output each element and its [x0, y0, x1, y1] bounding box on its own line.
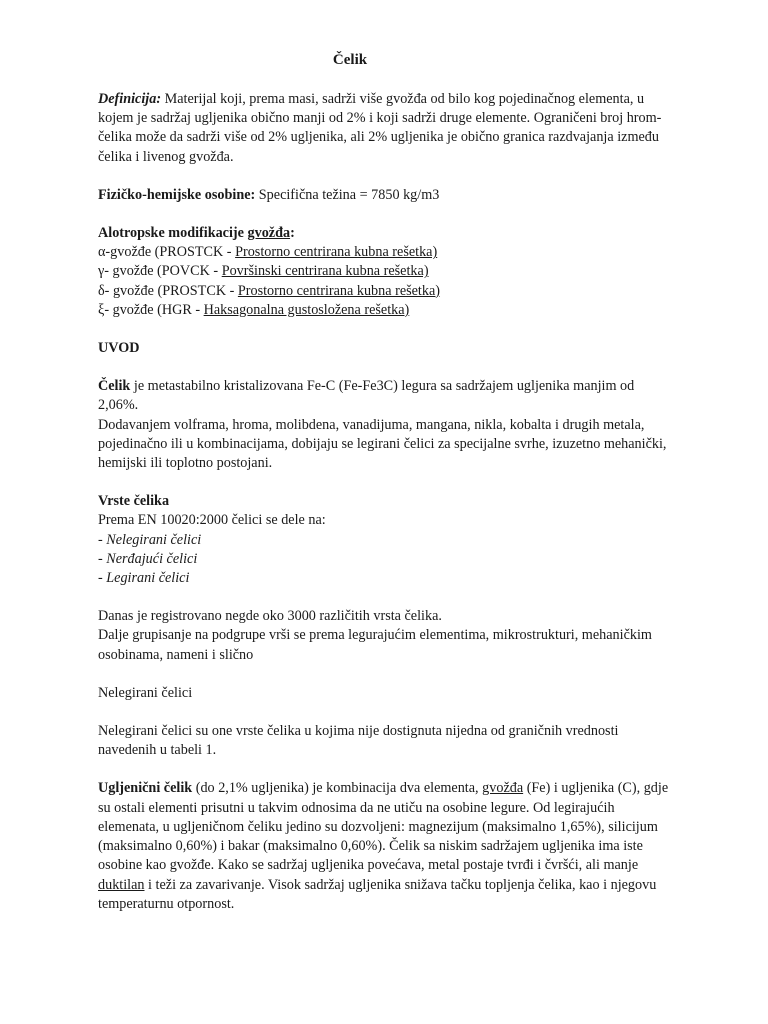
allotrope-item: ξ- gvožđe (HGR - Haksagonalna gustosložena rešetka): [98, 301, 410, 318]
vrste-item: - Nerđajući čelici: [98, 550, 198, 567]
allotrope-link[interactable]: Prostorno centrirana kubna rešetka): [235, 244, 438, 261]
allotropes-heading: Alotropske modifikacije gvožđa:: [98, 225, 295, 242]
definition-line-2: kojem je sadržaj ugljenika obično manji od 2% i koji sadrži druge elemente. Ograničeni broj hrom-: [98, 110, 662, 127]
gvozdja-link[interactable]: gvožđa: [247, 225, 291, 242]
allotrope-link[interactable]: Površinski centrirana kubna rešetka): [221, 263, 429, 280]
uvod-line-1: Čelik je metastabilno kristalizovana Fe-C (Fe-Fe3C) legura sa sadržajem ugljenika manjim od: [98, 378, 635, 395]
ugljenicni-line-5: osobine kao gvožđe. Kako se sadržaj ugljenika povećava, metal postaje tvrđi i čvršći, ali manje: [98, 857, 639, 874]
danas-line-3: osobinama, nameni i slično: [98, 646, 254, 663]
vrste-item: - Legirani čelici: [98, 570, 190, 587]
allotrope-link[interactable]: Prostorno centrirana kubna rešetka): [237, 282, 440, 299]
document-title: Čelik: [332, 52, 368, 68]
ugljenicni-line-4: (maksimalno 0,60%) i bakar (maksimalno 0,60%). Čelik sa niskim sadržajem ugljenika ima iste: [98, 838, 643, 855]
nelegirani-line-2: navedenih u tabeli 1.: [98, 742, 217, 759]
allotrope-item: δ- gvožđe (PROSTCK - Prostorno centrirana kubna rešetka): [98, 282, 440, 299]
uvod-line-5: hemijski ili toplotno postojani.: [98, 455, 273, 472]
physical-label: Fizičko-hemijske osobine:: [98, 186, 256, 203]
uvod-line-4: pojedinačno ili u kombinacijama, dobijaju se legirani čelici za specijalne svrhe, izuzetno mehanički,: [98, 435, 667, 452]
ugljenicni-line-2: su ostali elementi prisutni u takvim odnosima da ne utiču na osobine legure. Od legirajućih: [98, 799, 615, 816]
nelegirani-line-1: Nelegirani čelici su one vrste čelika u kojima nije dostignuta nijedna od graničnih vrednosti: [98, 723, 619, 740]
ugljenicni-line-3: elemenata, u ugljeničnom čeliku jedino su dozvoljeni: magnezijum (maksimalno 1,65%), silicijum: [98, 818, 658, 835]
allotrope-item: γ- gvožđe (POVCK - Površinski centrirana kubna rešetka): [98, 263, 429, 280]
definition-line-1: Definicija: Materijal koji, prema masi, sadrži više gvožđa od bilo kog pojedinačnog elementa, u: [98, 91, 645, 107]
definition-line-4: čelika i livenog gvožđa.: [98, 148, 234, 165]
allotrope-link[interactable]: Haksagonalna gustosložena rešetka): [203, 301, 410, 318]
duktilan-link[interactable]: duktilan: [98, 876, 145, 893]
definition-line-3: čelika može da sadrži više od 2% ugljenika, ali 2% ugljenika je obično granica razdvajanja između: [98, 129, 659, 146]
allotrope-item: α-gvožđe (PROSTCK - Prostorno centrirana kubna rešetka): [98, 244, 438, 261]
document-body: [98, 90, 678, 914]
uvod-line-2: 2,06%.: [98, 397, 139, 414]
physical-properties: Fizičko-hemijske osobine: Specifična težina = 7850 kg/m3: [98, 186, 440, 203]
uvod-heading: UVOD: [98, 340, 140, 357]
ugljenicni-line-6: duktilan i teži za zavarivanje. Visok sadržaj ugljenika snižava tačku topljenja čelika, kao i njegovu: [98, 876, 657, 893]
danas-line-1: Danas je registrovano negde oko 3000 različitih vrsta čelika.: [98, 608, 442, 625]
vrste-item: - Nelegirani čelici: [98, 531, 202, 548]
ugljenicni-line-1: Ugljenični čelik (do 2,1% ugljenika) je kombinacija dva elementa, gvožđa (Fe) i ugljenika (C), gdje: [98, 780, 669, 797]
vrste-intro: Prema EN 10020:2000 čelici se dele na:: [98, 512, 326, 529]
definition-label: Definicija:: [98, 91, 162, 107]
gvozdja-link[interactable]: gvožđa: [482, 780, 524, 797]
vrste-heading: Vrste čelika: [98, 493, 170, 510]
nelegirani-heading: Nelegirani čelici: [98, 684, 193, 701]
danas-line-2: Dalje grupisanje na podgrupe vrši se prema legurajućim elementima, mikrostrukturi, mehaničkim: [98, 627, 652, 644]
ugljenicni-line-7: temperaturnu otpornost.: [98, 895, 235, 912]
uvod-line-3: Dodavanjem volframa, hroma, molibdena, vanadijuma, mangana, nikla, kobalta i drugih metala,: [98, 416, 645, 433]
